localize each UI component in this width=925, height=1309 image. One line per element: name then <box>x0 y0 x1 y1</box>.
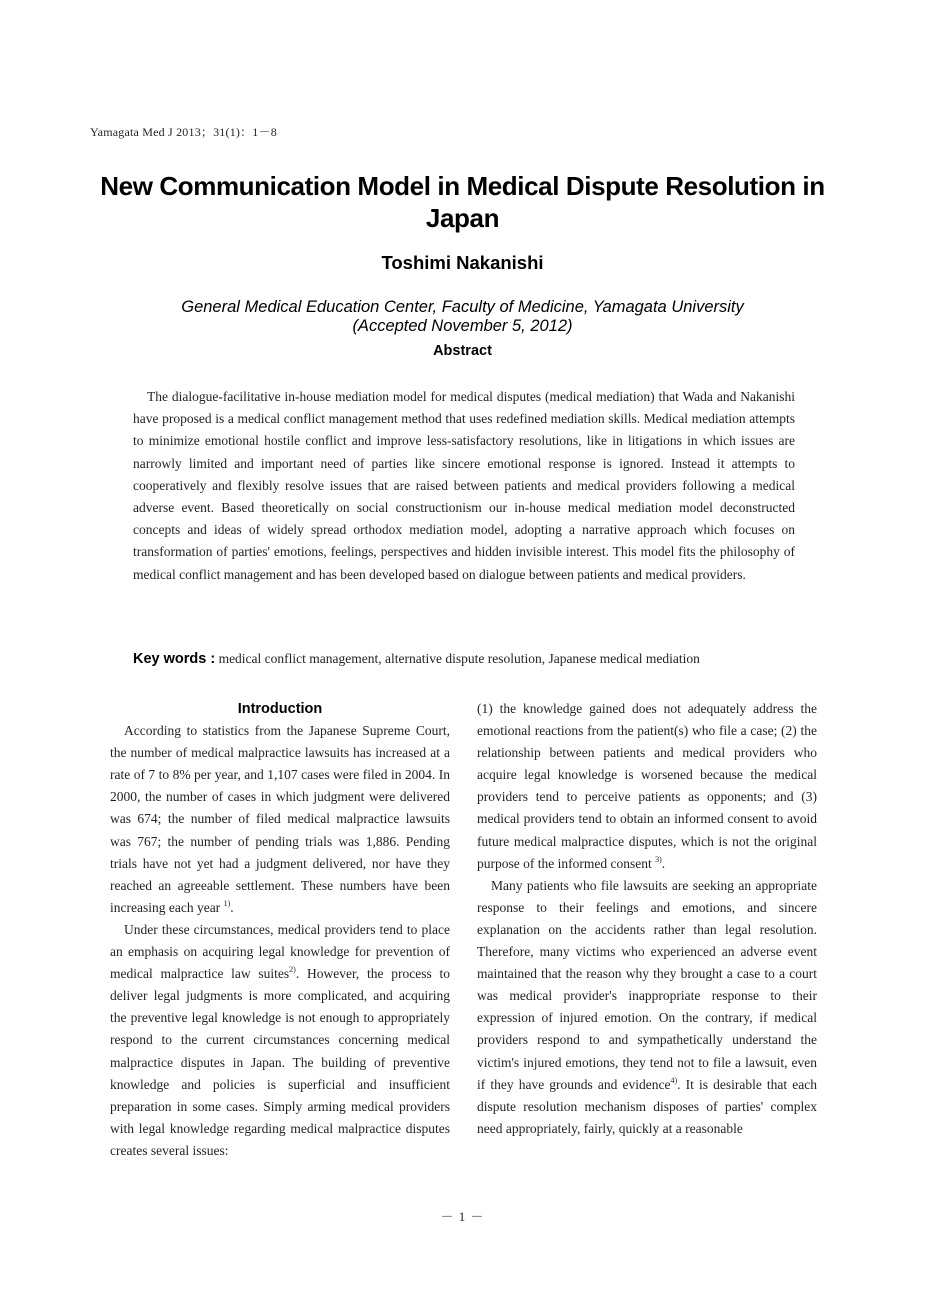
intro-paragraph-4-text-b: . It is desirable that each dispute resolution mechanism disposes of parties' complex need appropriately, fairly, quickly at a reasonable <box>477 1076 817 1136</box>
affiliation-block <box>100 298 825 336</box>
intro-paragraph-3-text: (1) the knowledge gained does not adequately address the emotional reactions from the patient(s) who file a case; (2) the relationship between patients and medical providers who acquire legal knowledge is worsened because the medical providers tend to perceive patients as opponents; and (3) medical providers tend to obtain an informed consent to avoid future medical malpractice disputes, which is not the original purpose of the informed consent <box>477 701 817 871</box>
reference-1: 1) <box>223 898 231 908</box>
article-title: New Communication Model in Medical Dispute Resolution in Japan <box>100 171 825 233</box>
intro-paragraph-4 <box>477 875 817 1140</box>
intro-paragraph-2 <box>110 919 450 1162</box>
affiliation: General Medical Education Center, Faculty of Medicine, Yamagata University <box>181 298 744 316</box>
reference-4: 4) <box>670 1075 678 1085</box>
abstract-heading: Abstract <box>433 343 492 359</box>
running-head: Yamagata Med J 2013；31(1)：1－8 <box>90 125 277 139</box>
reference-2: 2) <box>289 965 296 975</box>
page-number: － 1 － <box>440 1209 485 1224</box>
abstract-text: The dialogue-facilitative in-house mediation model for medical disputes (medical mediation) that Wada and Nakanishi have proposed is a medical conflict management method that uses redefined mediation skills. Medical mediation attempts to minimize emotional hostile conflict and improve less-satisfactory resolutions, like in litigations in which issues are narrowly limited and important need of parties like sincere emotional response is ignored. Instead it attempts to cooperatively and flexibly resolve issues that are raised between patients and medical providers following a medical adverse event. Based theoretically on social constructionism our in-house medical mediation model deconstructed concepts and ideas of widely spread orthodox mediation model, adopting a narrative approach which focuses on transformation of parties' emotions, feelings, perspectives and hidden invisible interest. This model fits the philosophy of medical conflict management and has been developed based on dialogue between patients and medical providers. <box>133 389 795 582</box>
left-column <box>110 698 450 1162</box>
introduction-heading: Introduction <box>237 701 323 717</box>
keywords-label: Key words : <box>133 651 216 667</box>
intro-paragraph-3 <box>477 698 817 875</box>
intro-paragraph-1 <box>110 720 450 919</box>
intro-paragraph-2-text-a: Under these circumstances, medical providers tend to place an emphasis on acquiring legal knowledge for prevention of medical malpractice law suites <box>110 921 450 982</box>
period: . <box>230 899 234 915</box>
author-name: Toshimi Nakanishi <box>381 252 544 273</box>
intro-paragraph-1-text: According to statistics from the Japanese Supreme Court, the number of medical malpractice lawsuits has increased at a rate of 7 to 8% per year, and 1,107 cases were filed in 2004. In 2000, the number of cases in which judgment were delivered was 674; the number of filed medical malpractice lawsuits was 767; the number of pending trials was 1,886. Pending trials have not yet had a judgment delivered, nor have they reached an agreeable settlement. These numbers have been increasing each year <box>110 723 450 915</box>
intro-paragraph-4-text-a: Many patients who file lawsuits are seeking an appropriate response to their feelings and emotions, and sincere explanation on the accidents rather than legal resolution. Therefore, many victims who experienced an adverse event maintained that the reason why they brought a case to a court was medical provider's inappropriate response to their expression of injured emotion. On the contrary, if medical providers respond to and sympathetically understand the victim's injured emotions, they tend not to file a lawsuit, even if they have grounds and evidence <box>477 877 817 1092</box>
keywords <box>133 651 833 667</box>
accepted-date: (Accepted November 5, 2012) <box>352 317 573 335</box>
intro-paragraph-2-text-b: . However, the process to deliver legal judgments is more complicated, and acquiring the preventive legal knowledge is not enough to appropriately respond to the current circumstances concerning medical malpractice disputes in Japan. The building of preventive knowledge and policies is superficial and insufficient preparation in some cases. Simply arming medical providers with legal knowledge regarding medical malpractice disputes creates several issues: <box>110 966 450 1158</box>
keywords-list: medical conflict management, alternative dispute resolution, Japanese medical mediation <box>218 651 700 666</box>
right-column <box>477 698 817 1140</box>
period: . <box>661 855 666 871</box>
reference-3: 3) <box>655 854 662 864</box>
